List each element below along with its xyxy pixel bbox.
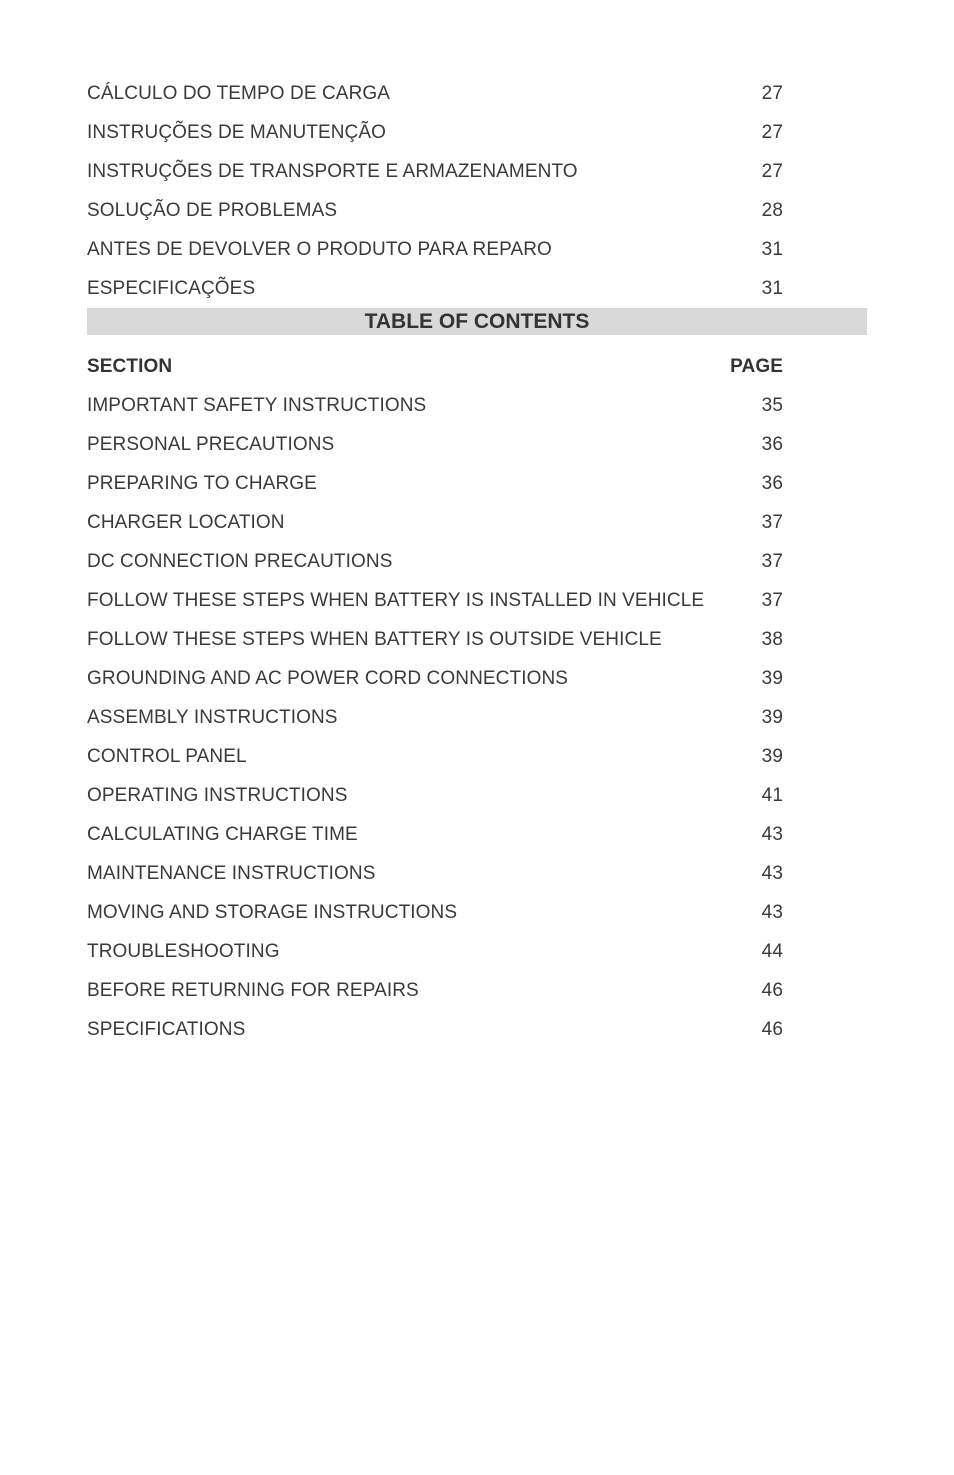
previous-section-list xyxy=(87,74,867,308)
list-item xyxy=(87,659,867,698)
list-item xyxy=(87,152,867,191)
entry-title: FOLLOW THESE STEPS WHEN BATTERY IS INSTALLED IN VEHICLE xyxy=(87,589,705,611)
entry-title: CALCULATING CHARGE TIME xyxy=(87,823,358,845)
list-item xyxy=(87,815,867,854)
list-item xyxy=(87,230,867,269)
list-item xyxy=(87,620,867,659)
list-item xyxy=(87,542,867,581)
toc-list xyxy=(87,386,867,1049)
list-item xyxy=(87,464,867,503)
entry-title: TROUBLESHOOTING xyxy=(87,940,280,962)
list-item xyxy=(87,1010,867,1049)
entry-title: CÁLCULO DO TEMPO DE CARGA xyxy=(87,82,391,104)
entry-title: SPECIFICATIONS xyxy=(87,1018,246,1040)
entry-title: FOLLOW THESE STEPS WHEN BATTERY IS OUTSIDE VEHICLE xyxy=(87,628,662,650)
entry-title: DC CONNECTION PRECAUTIONS xyxy=(87,550,393,572)
entry-title: PERSONAL PRECAUTIONS xyxy=(87,433,335,455)
list-item xyxy=(87,893,867,932)
list-item xyxy=(87,854,867,893)
entry-page: 27 xyxy=(761,160,783,182)
list-item xyxy=(87,113,867,152)
entry-page: 39 xyxy=(761,745,783,767)
toc-heading: TABLE OF CONTENTS xyxy=(87,308,867,335)
list-item xyxy=(87,776,867,815)
entry-page: 38 xyxy=(761,628,783,650)
entry-page: 37 xyxy=(761,511,783,533)
entry-title: CONTROL PANEL xyxy=(87,745,247,767)
entry-title: OPERATING INSTRUCTIONS xyxy=(87,784,348,806)
entry-page: 36 xyxy=(761,433,783,455)
entry-page: 44 xyxy=(761,940,783,962)
list-item xyxy=(87,386,867,425)
entry-page: 27 xyxy=(761,82,783,104)
list-item xyxy=(87,698,867,737)
entry-page: 35 xyxy=(761,394,783,416)
entry-title: INSTRUÇÕES DE MANUTENÇÃO xyxy=(87,121,387,143)
list-item xyxy=(87,191,867,230)
list-item xyxy=(87,503,867,542)
entry-title: PREPARING TO CHARGE xyxy=(87,472,317,494)
list-item xyxy=(87,932,867,971)
entry-title: MOVING AND STORAGE INSTRUCTIONS xyxy=(87,901,458,923)
list-item xyxy=(87,74,867,113)
list-item xyxy=(87,737,867,776)
list-item xyxy=(87,269,867,308)
entry-page: 46 xyxy=(761,979,783,1001)
entry-title: CHARGER LOCATION xyxy=(87,511,285,533)
entry-page: 37 xyxy=(761,550,783,572)
list-item xyxy=(87,425,867,464)
page-column-label: PAGE xyxy=(730,355,783,377)
entry-page: 43 xyxy=(761,901,783,923)
entry-title: GROUNDING AND AC POWER CORD CONNECTIONS xyxy=(87,667,569,689)
entry-title: ASSEMBLY INSTRUCTIONS xyxy=(87,706,338,728)
entry-page: 43 xyxy=(761,823,783,845)
entry-page: 31 xyxy=(761,277,783,299)
entry-title: BEFORE RETURNING FOR REPAIRS xyxy=(87,979,419,1001)
entry-page: 28 xyxy=(761,199,783,221)
entry-page: 39 xyxy=(761,706,783,728)
entry-title: MAINTENANCE INSTRUCTIONS xyxy=(87,862,376,884)
entry-title: INSTRUÇÕES DE TRANSPORTE E ARMAZENAMENTO xyxy=(87,160,578,182)
list-item xyxy=(87,971,867,1010)
spacer xyxy=(87,335,867,347)
toc-column-header xyxy=(87,347,867,386)
entry-page: 27 xyxy=(761,121,783,143)
entry-title: ESPECIFICAÇÕES xyxy=(87,277,256,299)
entry-title: ANTES DE DEVOLVER O PRODUTO PARA REPARO xyxy=(87,238,552,260)
section-column-label: SECTION xyxy=(87,355,173,377)
entry-page: 46 xyxy=(761,1018,783,1040)
document-page xyxy=(87,74,867,1049)
entry-page: 39 xyxy=(761,667,783,689)
list-item xyxy=(87,581,867,620)
entry-page: 41 xyxy=(761,784,783,806)
entry-page: 31 xyxy=(761,238,783,260)
entry-page: 43 xyxy=(761,862,783,884)
entry-title: SOLUÇÃO DE PROBLEMAS xyxy=(87,199,338,221)
entry-page: 36 xyxy=(761,472,783,494)
entry-page: 37 xyxy=(761,589,783,611)
entry-title: IMPORTANT SAFETY INSTRUCTIONS xyxy=(87,394,427,416)
